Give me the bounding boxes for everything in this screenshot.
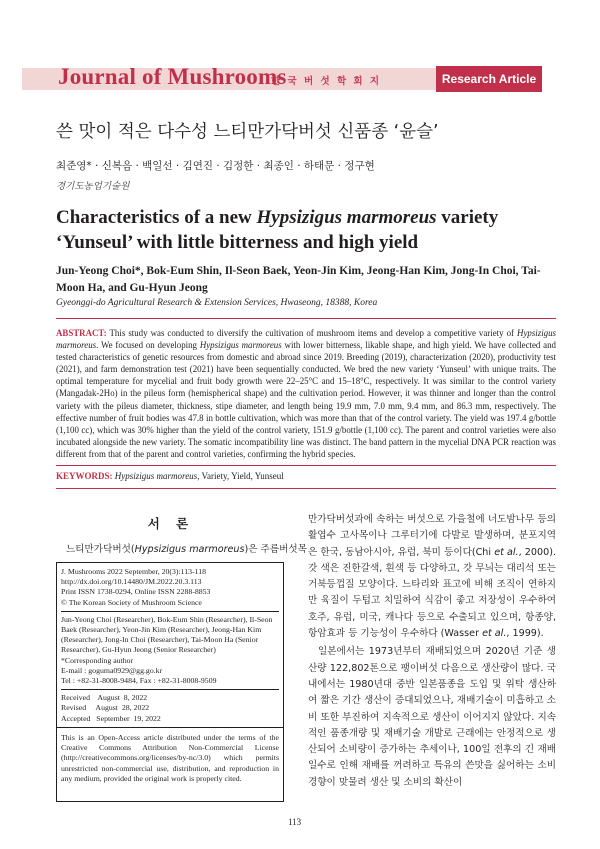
info-separator <box>61 611 279 612</box>
corresponding-author: *Corresponding author <box>61 655 134 665</box>
intro-citation-etal: et al. <box>482 628 507 640</box>
article-type-badge: Research Article <box>436 66 542 92</box>
keywords-rest: , Variety, Yield, Yunseul <box>197 471 284 481</box>
doi-link[interactable]: http://dx.doi.org/10.14480/JM.2022.20.3.113 <box>61 577 202 587</box>
intro-text: 느티만가닥버섯( <box>66 544 135 555</box>
english-affiliation: Gyeonggi-do Agricultural Research & Extension Services, Hwaseong, 18388, Korea <box>56 298 378 308</box>
keyword-species: Hypsizigus marmoreus <box>114 471 198 481</box>
abstract-species: Hypsizigus marmoreus <box>199 340 282 351</box>
abstract-text: . We focused on developing <box>96 340 200 351</box>
intro-text: 만가닥버섯과에 속하는 버섯으로 가을철에 너도밤나무 등의 활엽수 고사목이나 그루터기에 다발로 발생하며, 분포지역은 한국, 동남아시아, 유럽, 북미 등이다(Chi <box>308 514 556 558</box>
copyright: © The Korean Society of Mushroom Science <box>61 597 202 607</box>
section-heading-introduction: 서 론 <box>147 516 195 531</box>
intro-text: , 2000). 갓 색은 진한갈색, 흰색 등 다양하고, 갓 무늬는 대리석 또는 거북등껍질 모양이다. 느타리와 표고에 비해 조직이 연하지만 육질이 두텁고 치밀하여 식감이 좋고 저장성이 우수하여 호주, 유럽, 미국, 캐나다 등으로 수출되고 있으며, 항종양, 항암효과 등 기능성이 우수하다 (Wasser <box>308 546 556 640</box>
abstract-top-rule <box>56 318 556 319</box>
received-date: Received August 8, 2022 <box>61 693 148 703</box>
article-info-box <box>56 562 284 802</box>
title-suffix: variety ‘Yunseul’ with little bitterness and high yield <box>56 207 499 253</box>
intro-species: Hypsizigus marmoreus <box>134 544 245 555</box>
citation: J. Mushrooms 2022 September, 20(3):113-118 <box>61 567 207 576</box>
issn: Print ISSN 1738-0294, Online ISSN 2288-8853 <box>61 587 211 597</box>
info-separator <box>61 689 279 690</box>
abstract-text: This study was conducted to diversify the cultivation of mushroom items and develop a competitive variety of <box>106 328 518 338</box>
society-name-kr: 한 국 버 섯 학 회 지 <box>271 76 382 87</box>
page-number: 113 <box>288 817 302 827</box>
abstract-label: ABSTRACT: <box>56 328 107 338</box>
intro-citation-etal: et al. <box>494 546 519 558</box>
intro-right-column <box>308 512 556 791</box>
keywords <box>56 471 556 481</box>
journal-name: Journal of Mushrooms <box>58 64 287 89</box>
english-title <box>56 205 556 255</box>
english-authors: Jun-Yeong Choi*, Bok-Eum Shin, Il-Seon Baek, Yeon-Jin Kim, Jeong-Han Kim, Jong-In Choi, Tai-Moon Ha, and Gu-Hyun Jeong <box>56 265 541 294</box>
researchers: Jun-Yeong Choi (Researcher), Bok-Eum Shin (Researcher), Il-Seon Baek (Researcher), Yeon-Jin Kim (Researcher), Jeong-Han Kim (Researcher), Jong-In Choi (Researcher), Tai-Moon Ha (Senior Researcher), Gu-Hyun Jeong (Senior Researcher) <box>61 614 273 655</box>
accepted-date: Accepted September 19, 2022 <box>61 713 161 723</box>
korean-authors: 최준영* · 신복음 · 백일선 · 김연진 · 김정한 · 최종인 · 하태문 · 정구현 <box>56 160 375 172</box>
abstract-species: Hypsizigus marmoreus <box>56 328 556 351</box>
intro-paragraph-1 <box>308 512 556 642</box>
open-access-notice: This is an Open-Access article distributed under the terms of the Creative Commons Attribution Non-Commercial License (http://creativecommons.org/licenses/by-nc/3.0) which permits unrestricted non-commercial use, distribution, and reproduction in any medium, provided the original work is properly cited. <box>61 733 279 783</box>
intro-paragraph-2: 일본에서는 1973년부터 재배되었으며 2020년 기준 생산량 122,802톤으로 팽이버섯 다음으로 생산량이 많다. 국내에서는 1980년대 중반 일본품종을 도입 및 위탁 생산하여 짧은 기간 생산이 증대되었으나, 재배기술이 미흡하고 소비 또한 부진하여 지속적으로 생산이 이어지지 않았다. 지속적인 품종개량 및 재배기술 개발로 근래에는 안정적으로 생산되어 소비량이 증가하는 추세이나, 100일 전후의 긴 재배일수로 인해 재배를 꺼려하고 특유의 쓴맛을 싫어하는 소비경향이 맞물려 생산 및 소비의 확산이 <box>308 646 556 788</box>
abstract <box>56 327 556 460</box>
keywords-top-rule <box>56 465 556 466</box>
korean-title: 쓴 맛이 적은 다수성 느티만가닥버섯 신품종 ‘윤슬’ <box>56 122 439 142</box>
intro-text: )은 주름버섯목 <box>244 544 307 555</box>
email[interactable]: E-mail : goguma0929@gg.go.kr <box>61 665 163 675</box>
keywords-bottom-rule <box>56 488 556 489</box>
title-prefix: Characteristics of a new <box>56 207 257 228</box>
revised-date: Revised August 28, 2022 <box>61 703 150 713</box>
korean-affiliation: 경기도농업기술원 <box>56 181 130 192</box>
tel-fax: Tel : +82-31-8008-9484, Fax : +82-31-8008-9509 <box>61 676 217 686</box>
keywords-label: KEYWORDS: <box>56 471 113 481</box>
open-access-rule <box>57 727 283 728</box>
intro-left-text <box>56 542 307 558</box>
intro-text: , 1999). <box>506 628 544 640</box>
title-species: Hypsizigus marmoreus <box>256 207 437 228</box>
abstract-text: with lower bitterness, likable shape, and high yield. We have collected and tested characteristics of genetic resources from domestic and abroad since 2019. Breeding (2019), characterization (2020), productivity test (2021), and farm demonstration test (2021) have been sequentially conducted. We bred the new variety ‘Yunseul’ with unique traits. The optimal temperature for mycelial and fruit body growth were 22–25°C and 15–18°C, respectively. It was similar to the control variety (Mangadak-2Ho) in the pileus form (hemispherical shape) and the cultivation period. However, it was thinner and longer than the control variety with the pileus diameter, thickness, stipe diameter, and length being 19.9 mm, 7.0 mm, 9.4 mm, and 86.3 mm, respectively. The effective number of fruit bodies was 47.8 in bottle cultivation, which was more than that of the control variety. The yield was 197.4 g/bottle (1,100 cc), which was 30% higher than the yield of the control variety, 151.9 g/bottle (1,100 cc). The parent and control varieties were also incubated alongside the new variety. The somatic incompatibility line was distinct. The band pattern in the mycelial DNA PCR reaction was different from that of the parent and control varieties, confirming the hybrid species. <box>56 340 556 459</box>
